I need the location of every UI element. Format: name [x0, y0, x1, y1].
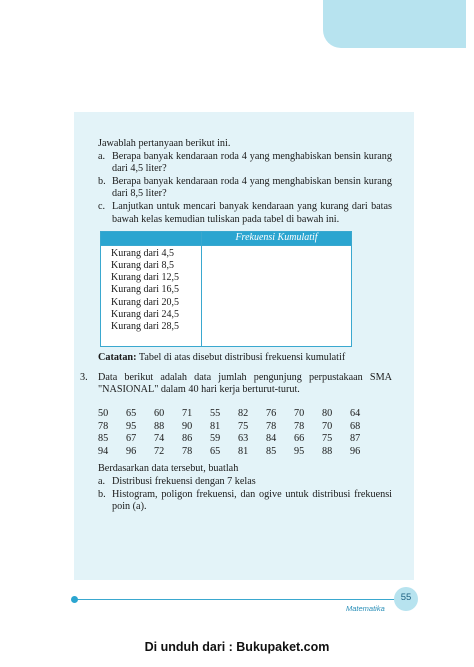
data-value: 68: [350, 420, 361, 432]
note-label: Catatan:: [98, 352, 137, 364]
data-value: 81: [210, 420, 221, 432]
class-label: Kurang dari 28,5: [111, 320, 180, 332]
data-value: 63: [238, 433, 249, 445]
data-value: 90: [182, 420, 193, 432]
data-value: 70: [322, 420, 333, 432]
table-header-frequency: Frekuensi Kumulatif: [202, 232, 352, 246]
data-value: 64: [350, 407, 361, 419]
data-value: 80: [322, 407, 333, 419]
download-source: Di unduh dari : Bukupaket.com: [144, 640, 330, 654]
data-value: 55: [210, 407, 221, 419]
data-value: 96: [126, 445, 137, 457]
visitor-data-grid: [98, 408, 392, 458]
data-value: 74: [154, 433, 165, 445]
data-value: 81: [238, 445, 249, 457]
task-letter: a.: [98, 475, 106, 487]
task-item: [98, 476, 392, 489]
intro-text: Jawablah pertanyaan berikut ini.: [98, 138, 231, 149]
class-label: Kurang dari 8,5: [111, 260, 175, 272]
page-number: 55: [400, 592, 412, 603]
problem-number: 3.: [80, 371, 88, 383]
data-value: 82: [238, 407, 249, 419]
data-value: 78: [98, 420, 109, 432]
data-value: 88: [322, 445, 333, 457]
data-value: 75: [322, 433, 333, 445]
question-text: Berapa banyak kendaraan roda 4 yang menghabiskan bensin kurang dari 8,5 liter?: [112, 175, 392, 200]
data-value: 78: [294, 420, 305, 432]
corner-tab: [323, 0, 474, 48]
data-value: 85: [98, 433, 109, 445]
class-label: Kurang dari 12,5: [111, 272, 180, 284]
data-value: 50: [98, 407, 109, 419]
task-item: [98, 489, 392, 514]
question-item: [98, 201, 392, 226]
table-note: [98, 352, 392, 365]
exercise-content: [80, 138, 392, 514]
cumulative-frequency-table: [100, 231, 352, 347]
data-value: 84: [266, 433, 277, 445]
task-letter: b.: [98, 488, 106, 500]
task-text: Histogram, poligon frekuensi, dan ogive untuk distribusi frekuensi poin (a).: [112, 488, 392, 513]
class-label: Kurang dari 4,5: [111, 248, 175, 260]
data-value: 86: [182, 433, 193, 445]
question-item: [98, 151, 392, 176]
class-label: Kurang dari 24,5: [111, 308, 180, 320]
class-column: [101, 246, 202, 347]
data-value: 65: [210, 445, 221, 457]
problem-3: [80, 372, 392, 397]
question-item: [98, 176, 392, 201]
footer-dot: [71, 596, 78, 603]
data-value: 78: [182, 445, 193, 457]
data-value: 66: [294, 433, 305, 445]
data-value: 78: [266, 420, 277, 432]
question-text: Lanjutkan untuk mencari banyak kendaraan yang kurang dari batas bawah kelas kemudian tuliskan pada tabel di bawah ini.: [112, 200, 392, 225]
data-value: 60: [154, 407, 165, 419]
question-letter: b.: [98, 175, 106, 187]
data-value: 67: [126, 433, 137, 445]
subject-label: Matematika: [346, 604, 385, 613]
data-value: 96: [350, 445, 361, 457]
question-letter: a.: [98, 150, 106, 162]
data-value: 65: [126, 407, 137, 419]
data-value: 59: [210, 433, 221, 445]
data-value: 75: [238, 420, 249, 432]
table-header-blank: [101, 232, 202, 246]
data-value: 72: [154, 445, 165, 457]
data-value: 71: [182, 407, 193, 419]
data-value: 95: [294, 445, 305, 457]
class-label: Kurang dari 16,5: [111, 284, 180, 296]
data-value: 87: [350, 433, 361, 445]
data-value: 95: [126, 420, 137, 432]
data-value: 94: [98, 445, 109, 457]
problem-text: Data berikut adalah data jumlah pengunjung perpustakaan SMA "NASIONAL" dalam 40 hari kerja berturut-turut.: [98, 371, 392, 396]
class-label: Kurang dari 20,5: [111, 296, 180, 308]
task-text: Distribusi frekuensi dengan 7 kelas: [112, 475, 256, 487]
data-value: 85: [266, 445, 277, 457]
question-text: Berapa banyak kendaraan roda 4 yang menghabiskan bensin kurang dari 4,5 liter?: [112, 150, 392, 175]
note-text: Tabel di atas disebut distribusi frekuensi kumulatif: [136, 352, 346, 364]
footer-rule: [74, 599, 414, 600]
data-value: 76: [266, 407, 277, 419]
frequency-column: [202, 246, 352, 347]
question-letter: c.: [98, 200, 106, 212]
data-value: 70: [294, 407, 305, 419]
data-value: 88: [154, 420, 165, 432]
instruction-text: Berdasarkan data tersebut, buatlah: [98, 463, 239, 475]
